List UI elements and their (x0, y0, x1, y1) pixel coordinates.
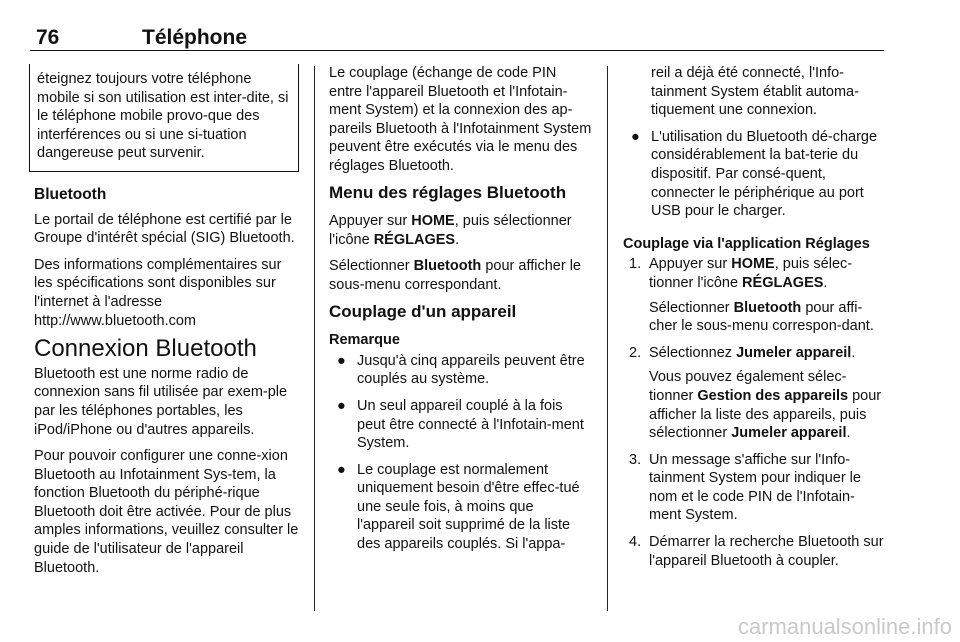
remarque-label: Remarque (329, 332, 400, 349)
bluetooth-paragraph-1: Le portail de téléphone est certifié par le Groupe d'intérêt spécial (SIG) Bluetooth. (34, 211, 295, 247)
bluetooth-label: Bluetooth (413, 258, 482, 275)
list-item (329, 397, 593, 453)
step-number: 4. (629, 534, 642, 551)
header-rule (30, 50, 884, 51)
bullet-dot: ● (337, 461, 346, 478)
watermark: carmanualsonline.info (737, 614, 952, 639)
text-run: , puis sélec-tionner l'icône (649, 256, 853, 291)
text-run: . (823, 274, 828, 291)
bluetooth-paragraph-2 (34, 256, 299, 330)
list-item-text: Le couplage est normalement uniquement besoin d'être effec-tué une seule fois, à moins que l'appareil soit supprimé de la liste des appareils couplés. Si l'appa- (357, 461, 580, 553)
jumeler-label: Jumeler appareil (736, 344, 852, 361)
bluetooth-label: Bluetooth (733, 299, 802, 316)
bullet-dot: ● (337, 397, 346, 414)
couplage-heading: Couplage d'un appareil (329, 301, 517, 321)
step-1 (623, 255, 885, 292)
text-run: Sélectionner (329, 258, 414, 275)
list-item (329, 352, 593, 389)
text-run: , puis sélectionner l'icône (329, 213, 572, 248)
connexion-paragraph-1: Bluetooth est une norme radio de connexion sans fil utilisée par exem-ple par les téléphones portables, les iPod/iPhone ou d'autres appareils. (34, 365, 288, 438)
text-run: . (846, 425, 851, 442)
text-run: pour affi-cher le sous-menu correspon-dant. (649, 299, 874, 335)
text-run: . (455, 231, 460, 248)
text-run: . (851, 344, 856, 361)
list-item (623, 128, 885, 221)
step-3 (623, 451, 885, 525)
gestion-label: Gestion des appareils (697, 387, 849, 404)
connexion-heading: Connexion Bluetooth (34, 335, 257, 363)
page-title: Téléphone (142, 26, 248, 49)
bluetooth-url: http://www.bluetooth.com (34, 312, 196, 329)
bullet-dot: ● (631, 128, 640, 145)
home-label: HOME (731, 256, 775, 273)
text-run: pour afficher le sous-menu correspondant. (329, 258, 581, 293)
text-run: Vous pouvez également sélec-tionner (649, 369, 847, 404)
list-item-text: Jusqu'à cinq appareils peuvent être couplés au système. (357, 352, 585, 388)
home-label: HOME (411, 213, 455, 230)
bullet-dot: ● (337, 352, 346, 369)
couplage-intro: Le couplage (échange de code PIN entre l'appareil Bluetooth et l'Infotain-ment System) et la connexion des ap-pareils Bluetooth à l'Infotainment System peuvent être exécutés via le menu des réglages Bluetooth. (329, 65, 592, 174)
app-couplage-heading: Couplage via l'application Réglages (623, 235, 870, 252)
menu-heading: Menu des réglages Bluetooth (329, 182, 567, 202)
text-run: Démarrer la recherche Bluetooth sur l'appareil Bluetooth à coupler. (649, 534, 884, 569)
step-1-detail (623, 299, 885, 336)
column-3 (623, 64, 885, 576)
text-run: Appuyer sur (649, 256, 732, 273)
jumeler-label: Jumeler appareil (731, 425, 847, 442)
menu-paragraph-1 (329, 212, 593, 249)
text-run: Un message s'affiche sur l'Info-tainment System pour indiquer le nom et le code PIN de l'Infotain-ment System. (649, 451, 861, 524)
column-divider-2 (607, 66, 608, 611)
menu-paragraph-2 (329, 257, 593, 294)
step-2-detail (623, 368, 885, 442)
step-number: 3. (629, 451, 642, 468)
step-number: 2. (629, 344, 642, 361)
text-run: Sélectionner (649, 299, 734, 316)
page-number: 76 (36, 26, 60, 49)
column-divider-1 (314, 66, 315, 611)
bluetooth-heading: Bluetooth (34, 185, 107, 203)
list-item-text: L'utilisation du Bluetooth dé-charge considérablement la bat-terie du dispositif. Par consé-quent, connecter le périphérique au port USB pour le charger. (651, 128, 878, 220)
column-1 (34, 64, 299, 585)
text-run: Sélectionnez (649, 344, 737, 361)
reglages-label: RÉGLAGES (742, 274, 824, 291)
page-header (30, 26, 884, 52)
bullet-continuation: reil a déjà été connecté, l'Info-tainment System établit automa-tiquement une connexion. (651, 65, 859, 119)
list-item-text: Un seul appareil couplé à la fois peut être connecté à l'Infotain-ment System. (357, 397, 584, 452)
bluetooth-paragraph-2-text: Des informations complémentaires sur les spécifications sont disponibles sur l'internet à l'adresse (34, 256, 282, 310)
connexion-paragraph-2: Pour pouvoir configurer une conne-xion Bluetooth au Infotainment Sys-tem, la fonction Bluetooth du périphé-rique Bluetooth doit être activée. Pour de plus amples informations, veuillez consulter le guide de l'utilisateur de l'appareil Bluetooth. (34, 448, 299, 576)
list-item (329, 461, 593, 554)
column-2 (329, 64, 593, 562)
step-4 (623, 533, 885, 570)
text-run: Appuyer sur (329, 213, 412, 230)
step-2 (623, 344, 885, 363)
reglages-label: RÉGLAGES (373, 231, 456, 248)
text-run: pour afficher la liste des appareils, puis sélectionner (649, 387, 882, 442)
warning-box: éteignez toujours votre téléphone mobile si son utilisation est inter-dite, si le téléphone mobile provo-que des interférences ou si une si-tuation dangereuse peut survenir. (29, 64, 299, 172)
step-number: 1. (629, 256, 642, 273)
